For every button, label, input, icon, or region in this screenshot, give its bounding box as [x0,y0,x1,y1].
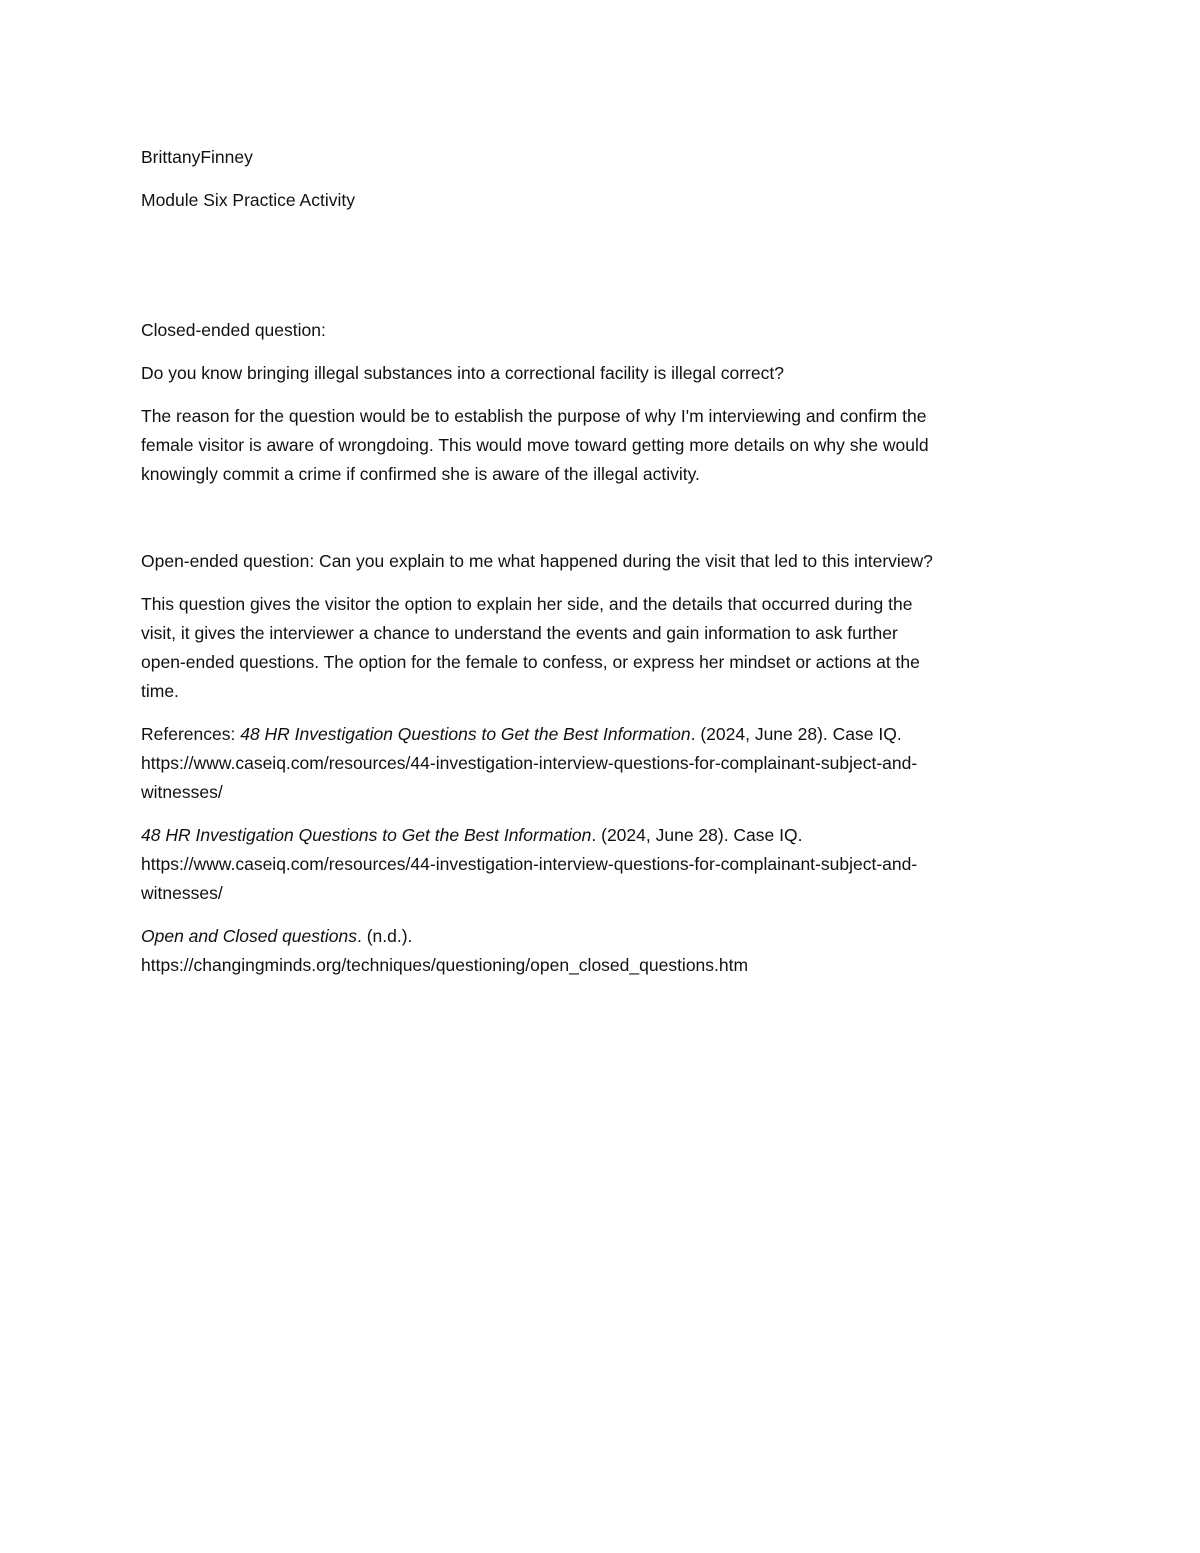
closed-explanation-line: female visitor is aware of wrongdoing. This would move toward getting more details on why she would [141,435,929,455]
open-explanation-line: open-ended questions. The option for the female to confess, or express her mindset or actions at the [141,652,920,672]
reference-url: https://www.caseiq.com/resources/44-investigation-interview-questions-for-complainant-subject-and- [141,753,918,773]
references-label: References: [141,724,241,744]
reference-date-source: . (n.d.). [356,926,413,946]
reference-entry-1 [141,720,1056,807]
reference-title: Open and Closed questions [141,926,357,946]
reference-url: https://changingminds.org/techniques/questioning/open_closed_questions.htm [141,955,749,975]
open-explanation-line: visit, it gives the interviewer a chance to understand the events and gain information to ask further [141,623,898,643]
closed-explanation-line: knowingly commit a crime if confirmed she is aware of the illegal activity. [141,464,700,484]
closed-question-explanation [141,402,1056,489]
closed-explanation-line: The reason for the question would be to establish the purpose of why I'm interviewing and confirm the [141,406,927,426]
open-explanation-line: time. [141,681,179,701]
reference-url: https://www.caseiq.com/resources/44-investigation-interview-questions-for-complainant-subject-and- [141,854,918,874]
reference-entry-2 [141,821,1056,908]
assignment-title: Module Six Practice Activity [141,190,355,210]
reference-title: 48 HR Investigation Questions to Get the Best Information [141,825,592,845]
reference-title: 48 HR Investigation Questions to Get the Best Information [240,724,691,744]
reference-entry-3 [141,922,1056,980]
reference-url-continued: witnesses/ [141,883,223,903]
reference-date-source: . (2024, June 28). Case IQ. [591,825,803,845]
open-question-text: Open-ended question: Can you explain to me what happened during the visit that led to this interview? [141,551,933,571]
closed-question-heading: Closed-ended question: [141,320,326,340]
reference-url-continued: witnesses/ [141,782,223,802]
document-body [141,143,1056,980]
closed-question-text: Do you know bringing illegal substances into a correctional facility is illegal correct? [141,363,784,383]
reference-date-source: . (2024, June 28). Case IQ. [690,724,902,744]
author-name: BrittanyFinney [141,147,253,167]
open-explanation-line: This question gives the visitor the option to explain her side, and the details that occurred during the [141,594,913,614]
open-question-explanation [141,590,1056,706]
